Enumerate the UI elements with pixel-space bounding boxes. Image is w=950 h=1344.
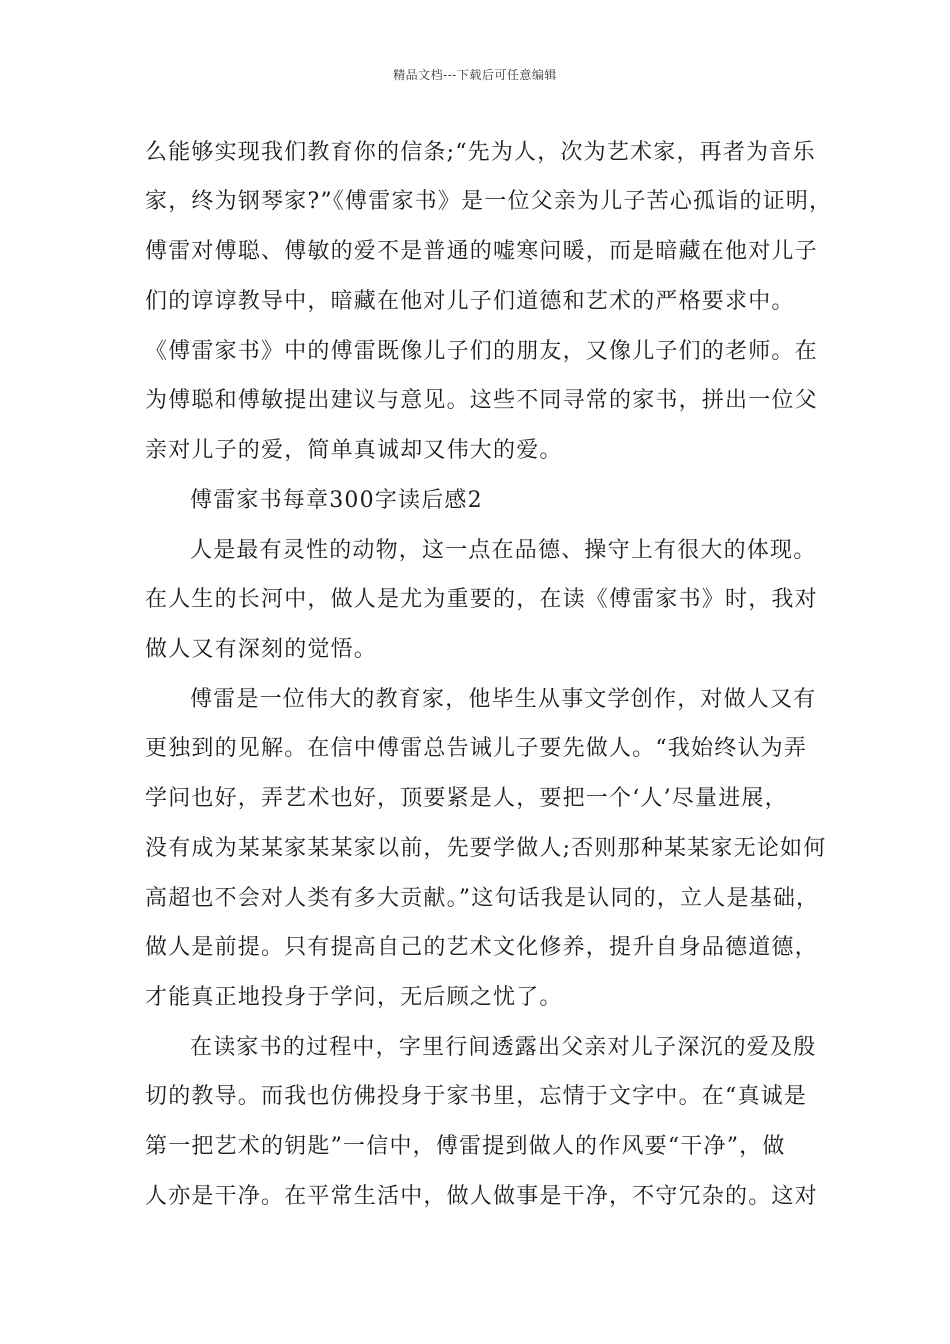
text-line: 《傅雷家书》中的傅雷既像儿子们的朋友，又像儿子们的老师。在 — [145, 339, 818, 364]
section-heading: 傅雷家书每章300字读后感2 — [190, 488, 483, 513]
paragraph-first-line: 傅雷是一位伟大的教育家，他毕生从事文学创作，对做人又有 — [190, 687, 817, 712]
text-line: 高超也不会对人类有多大贡献。”这句话我是认同的，立人是基础， — [145, 886, 820, 911]
text-line: 为傅聪和傅敏提出建议与意见。这些不同寻常的家书，拼出一位父 — [145, 388, 818, 413]
text-line: 么能够实现我们教育你的信条;“先为人，次为艺术家，再者为音乐 — [145, 140, 816, 165]
text-line: 们的谆谆教导中，暗藏在他对儿子们道德和艺术的严格要求中。 — [145, 289, 795, 314]
text-line: 傅雷对傅聪、傅敏的爱不是普通的嘘寒问暖，而是暗藏在他对儿子 — [145, 239, 818, 264]
text-line: 切的教导。而我也仿佛投身于家书里，忘情于文字中。在“真诚是 — [145, 1084, 808, 1109]
text-line: 第一把艺术的钥匙”一信中，傅雷提到做人的作风要“干净”，做 — [145, 1134, 786, 1159]
text-line: 在人生的长河中，做人是尤为重要的，在读《傅雷家书》时，我对 — [145, 587, 818, 612]
text-line: 没有成为某某家某某家以前，先要学做人;否则那种某某家无论如何 — [145, 836, 827, 861]
text-line: 更独到的见解。在信中傅雷总告诫儿子要先做人。“我始终认为弄 — [145, 736, 808, 761]
text-line: 人亦是干净。在平常生活中，做人做事是干净，不守冗杂的。这对 — [145, 1184, 818, 1209]
page-header: 精品文档---下载后可任意编辑 — [393, 68, 557, 82]
text-line: 学问也好，弄艺术也好，顶要紧是人，要把一个‘人’尽量进展， — [145, 786, 788, 811]
text-line: 做人又有深刻的觉悟。 — [145, 637, 378, 662]
text-line: 亲对儿子的爱，简单真诚却又伟大的爱。 — [145, 438, 563, 463]
text-line: 做人是前提。只有提高自己的艺术文化修养，提升自身品德道德， — [145, 935, 818, 960]
paragraph-first-line: 在读家书的过程中，字里行间透露出父亲对儿子深沉的爱及殷 — [190, 1035, 817, 1060]
text-line: 家，终为钢琴家?”《傅雷家书》是一位父亲为儿子苦心孤诣的证明， — [145, 189, 833, 214]
text-line: 才能真正地投身于学问，无后顾之忧了。 — [145, 985, 563, 1010]
paragraph-first-line: 人是最有灵性的动物，这一点在品德、操守上有很大的体现。 — [190, 538, 817, 563]
